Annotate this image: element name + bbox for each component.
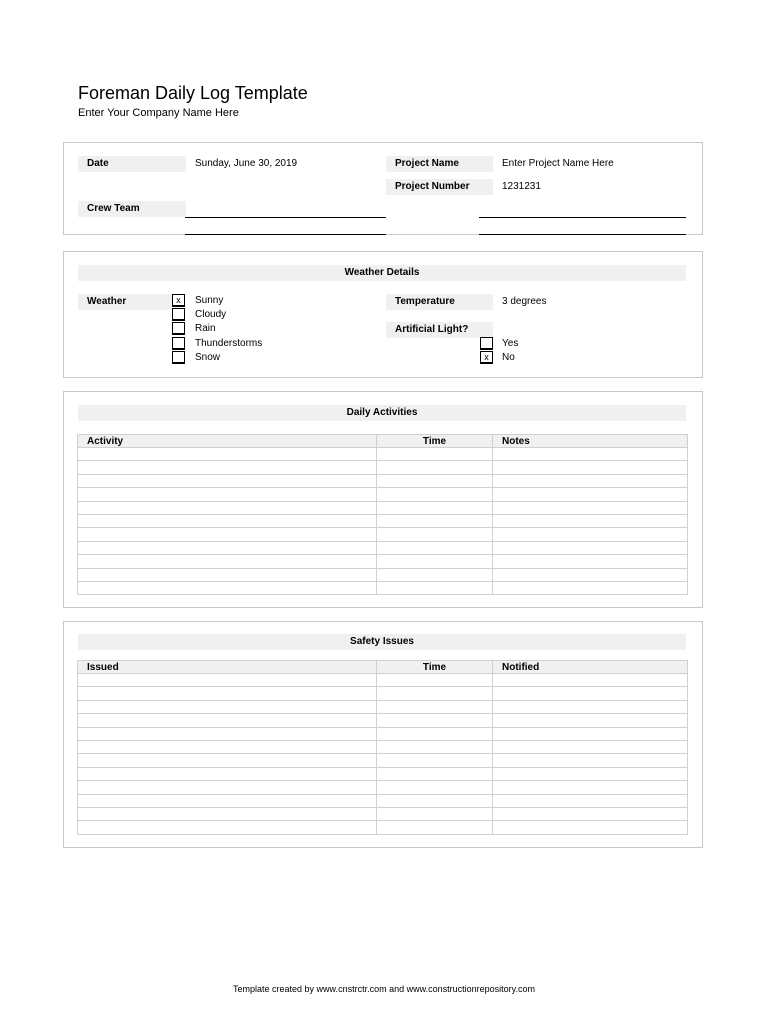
rain-option-label: Rain (195, 323, 216, 334)
crew-line[interactable] (479, 217, 686, 218)
table-row (78, 528, 688, 541)
table-cell[interactable] (377, 714, 493, 727)
table-cell[interactable] (78, 581, 377, 594)
table-cell[interactable] (78, 461, 377, 474)
crew-line[interactable] (185, 217, 386, 218)
table-cell[interactable] (78, 448, 377, 461)
issued-column-header: Issued (78, 661, 377, 674)
table-cell[interactable] (377, 700, 493, 713)
table-row (78, 448, 688, 461)
table-cell[interactable] (377, 794, 493, 807)
table-cell[interactable] (377, 767, 493, 780)
table-row (78, 687, 688, 700)
table-row (78, 674, 688, 687)
table-cell[interactable] (78, 474, 377, 487)
table-cell[interactable] (493, 767, 688, 780)
snow-checkbox[interactable] (172, 351, 185, 364)
light-no-checkbox[interactable]: x (480, 351, 493, 364)
thunderstorms-checkbox[interactable] (172, 337, 185, 350)
table-cell[interactable] (78, 727, 377, 740)
table-row (78, 767, 688, 780)
date-label: Date (78, 156, 186, 172)
company-name[interactable]: Enter Your Company Name Here (78, 107, 239, 119)
table-cell[interactable] (493, 581, 688, 594)
table-row (78, 501, 688, 514)
table-cell[interactable] (377, 781, 493, 794)
table-cell[interactable] (493, 754, 688, 767)
table-row (78, 461, 688, 474)
safety-body (78, 674, 688, 835)
table-row (78, 714, 688, 727)
table-cell[interactable] (78, 568, 377, 581)
temperature-value[interactable]: 3 degrees (502, 296, 547, 307)
light-yes-label: Yes (502, 338, 519, 349)
notified-column-header: Notified (493, 661, 688, 674)
table-row (78, 700, 688, 713)
weather-panel (63, 251, 703, 378)
table-cell[interactable] (78, 781, 377, 794)
table-row (78, 568, 688, 581)
table-cell[interactable] (377, 528, 493, 541)
sunny-option-label: Sunny (195, 295, 224, 306)
time-column-header: Time (377, 435, 493, 448)
table-cell[interactable] (377, 448, 493, 461)
rain-checkbox[interactable] (172, 322, 185, 335)
table-row (78, 807, 688, 820)
project-name-value[interactable]: Enter Project Name Here (502, 158, 614, 169)
table-cell[interactable] (377, 488, 493, 501)
table-row (78, 781, 688, 794)
project-number-label: Project Number (386, 179, 493, 195)
safety-header-row (78, 661, 688, 674)
table-cell[interactable] (78, 541, 377, 554)
table-cell[interactable] (493, 448, 688, 461)
light-no-label: No (502, 352, 515, 363)
table-cell[interactable] (377, 754, 493, 767)
table-cell[interactable] (493, 740, 688, 753)
table-cell[interactable] (78, 674, 377, 687)
safety-table (77, 660, 688, 835)
table-cell[interactable] (493, 474, 688, 487)
table-cell[interactable] (78, 700, 377, 713)
table-cell[interactable] (78, 754, 377, 767)
snow-option-label: Snow (195, 352, 221, 363)
table-cell[interactable] (493, 568, 688, 581)
table-cell[interactable] (493, 555, 688, 568)
cloudy-option-label: Cloudy (195, 309, 227, 320)
table-cell[interactable] (493, 461, 688, 474)
table-cell[interactable] (78, 821, 377, 834)
table-cell[interactable] (493, 514, 688, 527)
table-cell[interactable] (493, 727, 688, 740)
table-row (78, 581, 688, 594)
table-cell[interactable] (493, 501, 688, 514)
table-row (78, 541, 688, 554)
table-cell[interactable] (493, 821, 688, 834)
footer-credit: Template created by www.cnstrctr.com and www.constructionrepository.com (233, 984, 535, 994)
table-row (78, 514, 688, 527)
table-cell[interactable] (78, 807, 377, 820)
table-cell[interactable] (78, 555, 377, 568)
table-cell[interactable] (377, 807, 493, 820)
table-row (78, 727, 688, 740)
table-cell[interactable] (377, 541, 493, 554)
table-cell[interactable] (78, 501, 377, 514)
table-row (78, 794, 688, 807)
table-cell[interactable] (493, 781, 688, 794)
table-cell[interactable] (78, 488, 377, 501)
project-number-value[interactable]: 1231231 (502, 181, 541, 192)
table-cell[interactable] (377, 514, 493, 527)
date-value[interactable]: Sunday, June 30, 2019 (195, 158, 298, 169)
page-title: Foreman Daily Log Template (78, 83, 308, 103)
table-cell[interactable] (377, 474, 493, 487)
table-cell[interactable] (78, 528, 377, 541)
table-row (78, 474, 688, 487)
temperature-label: Temperature (386, 294, 493, 310)
activities-header-row (78, 435, 688, 448)
table-cell[interactable] (377, 687, 493, 700)
table-cell[interactable] (377, 461, 493, 474)
table-cell[interactable] (78, 767, 377, 780)
table-cell[interactable] (493, 794, 688, 807)
table-cell[interactable] (78, 714, 377, 727)
table-cell[interactable] (78, 514, 377, 527)
table-cell[interactable] (377, 568, 493, 581)
table-cell[interactable] (78, 794, 377, 807)
table-cell[interactable] (493, 488, 688, 501)
weather-section-title: Weather Details (78, 265, 686, 281)
weather-label: Weather (78, 294, 172, 310)
notes-column-header: Notes (493, 435, 688, 448)
daily-activities-panel (63, 391, 703, 608)
activity-column-header: Activity (78, 435, 377, 448)
safety-section-title: Safety Issues (78, 634, 686, 650)
table-cell[interactable] (78, 740, 377, 753)
table-cell[interactable] (493, 700, 688, 713)
table-cell[interactable] (377, 740, 493, 753)
table-row (78, 754, 688, 767)
project-name-label: Project Name (386, 156, 493, 172)
artificial-light-label: Artificial Light? (386, 322, 493, 338)
activities-section-title: Daily Activities (78, 405, 686, 421)
crew-line[interactable] (479, 234, 686, 235)
table-row (78, 821, 688, 834)
table-cell[interactable] (377, 555, 493, 568)
table-cell[interactable] (377, 501, 493, 514)
project-info-panel (63, 142, 703, 235)
time-column-header: Time (377, 661, 493, 674)
table-row (78, 488, 688, 501)
table-row (78, 555, 688, 568)
sunny-checkbox[interactable]: x (172, 294, 185, 307)
table-cell[interactable] (493, 674, 688, 687)
table-cell[interactable] (493, 714, 688, 727)
light-yes-checkbox[interactable] (480, 337, 493, 350)
table-cell[interactable] (493, 541, 688, 554)
table-cell[interactable] (377, 821, 493, 834)
crew-team-label: Crew Team (78, 201, 186, 217)
table-cell[interactable] (493, 528, 688, 541)
crew-line[interactable] (185, 234, 386, 235)
activities-body (78, 448, 688, 595)
table-cell[interactable] (78, 687, 377, 700)
activities-table (77, 434, 688, 595)
table-cell[interactable] (493, 807, 688, 820)
table-cell[interactable] (377, 674, 493, 687)
table-cell[interactable] (377, 581, 493, 594)
cloudy-checkbox[interactable] (172, 308, 185, 321)
thunderstorms-option-label: Thunderstorms (195, 338, 263, 349)
table-cell[interactable] (377, 727, 493, 740)
safety-issues-panel (63, 621, 703, 848)
table-row (78, 740, 688, 753)
table-cell[interactable] (493, 687, 688, 700)
